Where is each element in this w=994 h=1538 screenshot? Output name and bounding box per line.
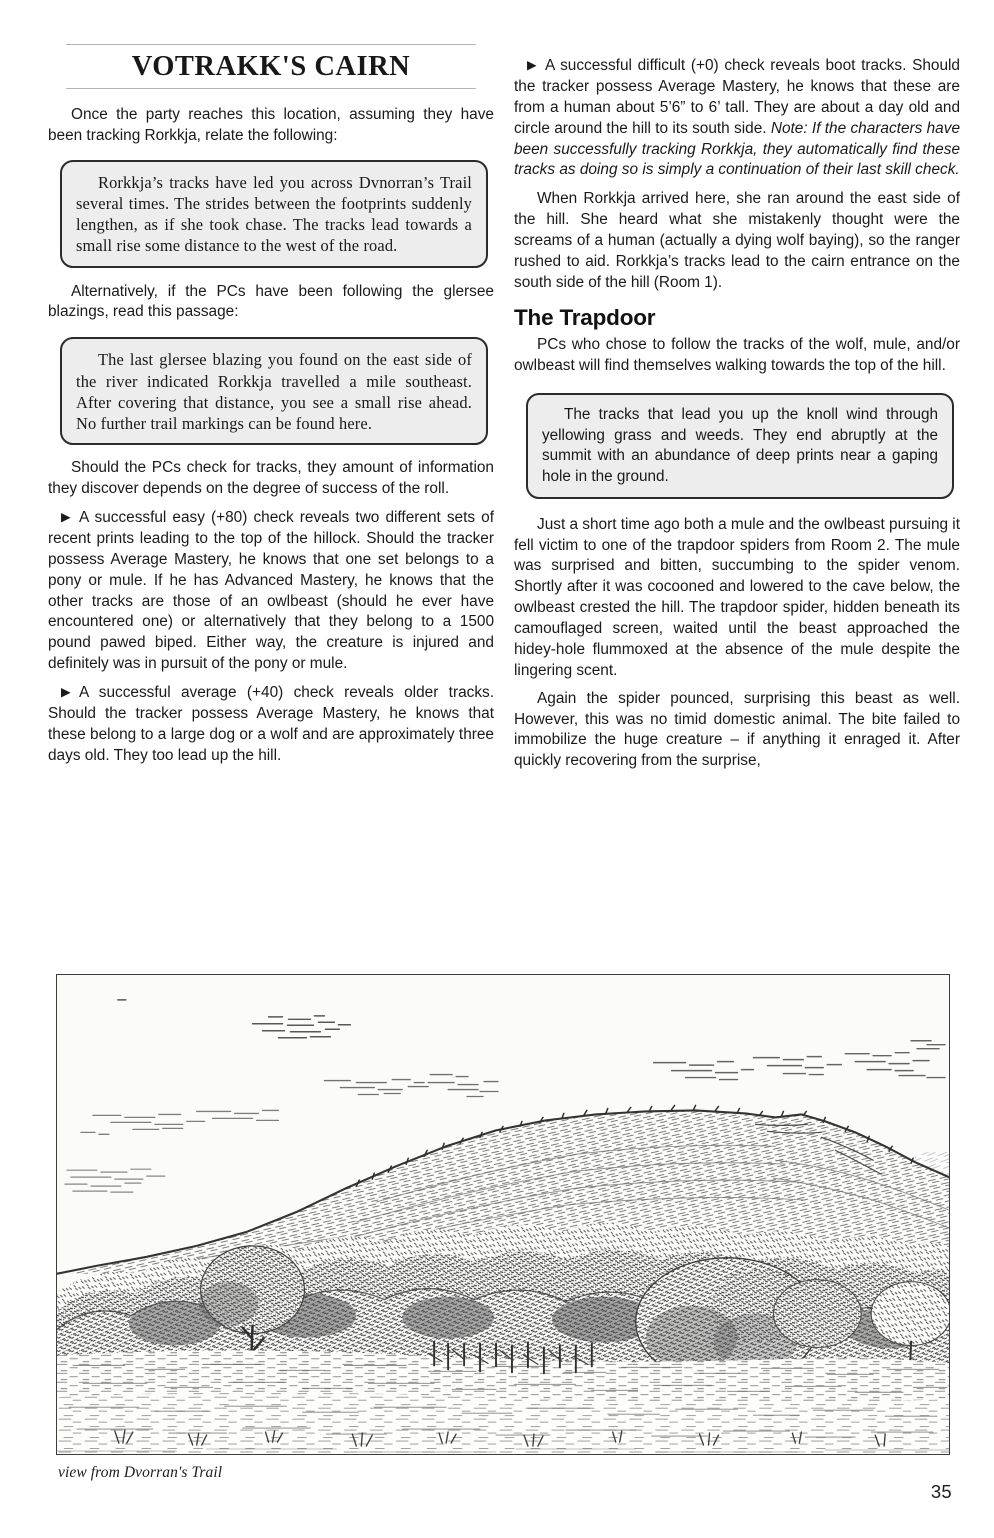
- bullet-note-difficult-check: Note: If the characters have been successfully tracking Rorkkja, they automatically find these tracks as doing so is simply a continuation of their last skill check.: [514, 119, 960, 179]
- arrival-paragraph: When Rorkkja arrived here, she ran around the east side of the hill. She heard what she mistakenly thought were the screams of a human (actually a dying wolf baying), so the ranger rushed to aid. Rorkkja’s tracks lead to the cairn entrance on the south side of the hill (Room 1).: [514, 190, 960, 291]
- read-aloud-text-3: The tracks that lead you up the knoll wind through yellowing grass and weeds. They end abruptly at the summit with an abundance of deep prints near a gaping hole in the ground.: [542, 406, 938, 486]
- triangle-bullet-icon: ▶: [527, 58, 537, 72]
- read-aloud-box-2: [60, 337, 488, 445]
- bullet-text-difficult-check: A successful difficult (+0) check reveals boot tracks. Should the tracker possess Average Mastery, he knows that these are from a human about 5’6” to 6’ tall. They are about a day old and circle around the hill to its south side.: [514, 57, 960, 137]
- triangle-bullet-icon: ▶: [61, 685, 71, 700]
- mule-paragraph: Just a short time ago both a mule and the owlbeast pursuing it fell victim to one of the trapdoor spiders from Room 2. The mule was surprised and bitten, succumbing to the spider venom. Shortly after it was cocooned and lowered to the cave below, the owlbeast crested the hill. The trapdoor spider, hidden beneath its camouflaged screen, waited until the beast approached the hidey-hole flummoxed at the absence of the mule despite the lingering scent.: [514, 515, 960, 679]
- figure-caption: view from Dvorran's Trail: [58, 1464, 223, 1481]
- read-aloud-text-1: Rorkkja’s tracks have led you across Dvnorran’s Trail several times. The strides between the footprints suddenly lengthen, as if she took chase. The tracks lead towards a small rise some distance to the west of the road.: [76, 172, 472, 256]
- tracks-paragraph: Should the PCs check for tracks, they amount of information they discover depends on the degree of success of the roll.: [48, 459, 494, 498]
- bullet-item-difficult-check: [514, 56, 960, 181]
- left-column: [48, 44, 494, 949]
- text-columns: [48, 44, 960, 949]
- tree-mid-right: [773, 1280, 861, 1348]
- bullet-item-average-check: [48, 683, 494, 767]
- hill-landscape-engraving: [57, 975, 949, 1454]
- title-rule-bottom: [66, 88, 476, 89]
- bullet-text-easy-check: A successful easy (+80) check reveals two different sets of recent prints leading to the top of the hillock. Should the tracker possess Average Mastery, he knows that one set belongs to a pony or mule. If he has Advanced Mastery, he knows that the other tracks are those of an owlbeast (should he ever have encountered one) or alternatively that they belong to a 1500 pound pawed biped. Either way, the creature is injured and definitely was in pursuit of the pony or mule.: [48, 509, 494, 673]
- page-title: VOTRAKK'S CAIRN: [131, 51, 411, 82]
- section-heading-trapdoor: The Trapdoor: [514, 304, 656, 330]
- read-aloud-box-3: [526, 393, 954, 499]
- illustration-figure: [56, 974, 950, 1455]
- illustration-frame: [56, 974, 950, 1455]
- bullet-item-easy-check: [48, 508, 494, 675]
- read-aloud-box-1: [60, 160, 488, 268]
- right-column: [514, 44, 960, 949]
- read-aloud-text-2: The last glersee blazing you found on the east side of the river indicated Rorkkja travelled a mile southeast. After covering that distance, you see a small rise ahead. No further trail markings can be found here.: [76, 350, 472, 434]
- alternative-paragraph: Alternatively, if the PCs have been following the glersee blazings, read this passage:: [48, 282, 494, 321]
- trapdoor-intro-paragraph: PCs who chose to follow the tracks of the wolf, mule, and/or owlbeast will find themselves walking towards the top of the hill.: [514, 336, 960, 375]
- intro-paragraph: Once the party reaches this location, assuming they have been tracking Rorkkja, relate the following:: [48, 105, 494, 144]
- triangle-bullet-icon: ▶: [61, 510, 71, 525]
- chapter-title-block: [48, 44, 494, 89]
- pounce-paragraph: Again the spider pounced, surprising this beast as well. However, this was no timid domestic animal. The bite failed to immobilize the huge creature – if anything it enraged it. After quickly recovering from the surprise,: [514, 689, 960, 770]
- bullet-text-average-check: A successful average (+40) check reveals older tracks. Should the tracker possess Average Mastery, he knows that these belong to a large dog or a wolf and are approximately three days old. They too lead up the hill.: [48, 684, 494, 764]
- page-number: 35: [930, 1481, 952, 1502]
